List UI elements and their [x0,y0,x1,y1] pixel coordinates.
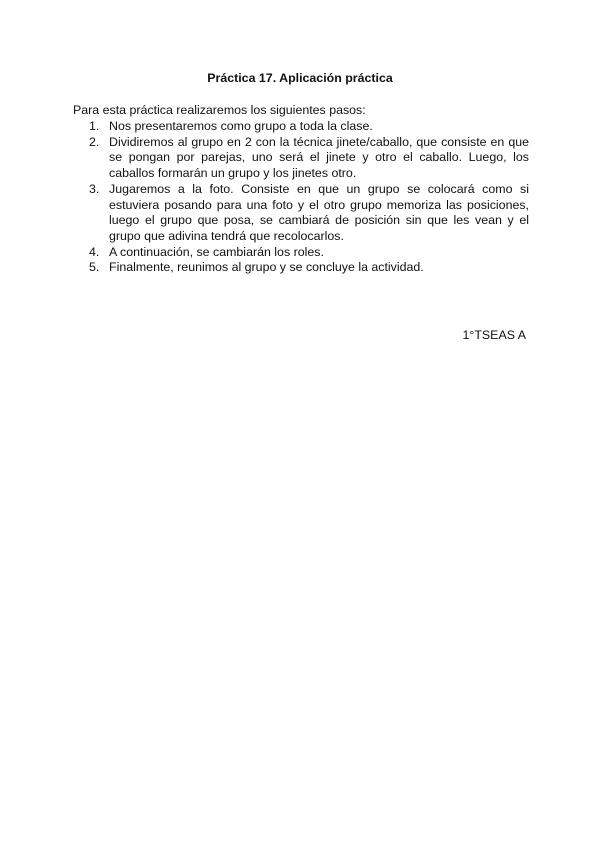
step-text: Nos presentaremos como grupo a toda la clase. [109,119,373,133]
step-number: 3. [89,181,100,196]
step-number: 1. [89,119,100,133]
step-text: Jugaremos a la foto. Consiste en que un grupo se colocará como si estuviera posando para una foto y el otro grupo memoriza las posiciones, luego el grupo que posa, se cambiará de posición sin que les vean y el grupo que adivina tendrá que recolocarlos. [109,181,529,243]
step-number: 5. [89,260,100,275]
step-number: 4. [89,244,100,259]
step-text: Finalmente, reunimos al grupo y se concluye la actividad. [109,260,424,275]
list-item [73,182,529,245]
list-item [73,119,529,135]
steps-list [73,119,529,276]
step-number: 2. [89,134,100,149]
step-text: Dividiremos al grupo en 2 con la técnica jinete/caballo, que consiste en que se pongan por parejas, uno será el jinete y otro el caballo. Luego, los caballos formarán un grupo y los jinetes otro. [109,134,529,181]
list-item [73,135,529,182]
class-signature: 1°TSEAS A [462,328,526,342]
document-title: Práctica 17. Aplicación práctica [207,71,393,85]
list-item [73,260,529,276]
step-text: A continuación, se cambiarán los roles. [109,244,324,259]
list-item [73,245,529,261]
intro-paragraph: Para esta práctica realizaremos los siguientes pasos: [73,103,366,117]
